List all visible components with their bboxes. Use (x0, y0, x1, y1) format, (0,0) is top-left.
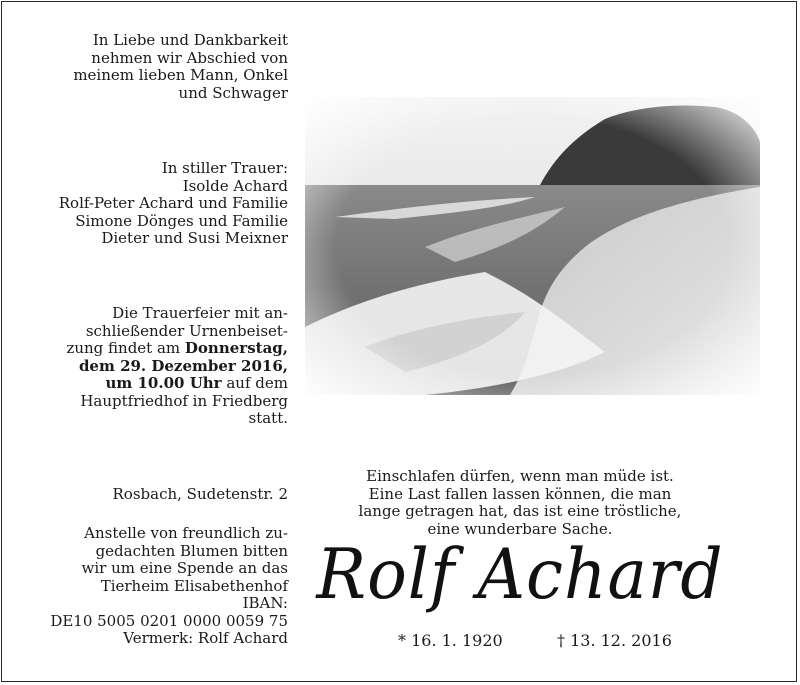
mourner-name: Dieter und Susi Meixner (101, 229, 288, 247)
deceased-name: Rolf Achard (316, 534, 724, 615)
poem: Einschlafen dürfen, wenn man müde ist. Eine Last fallen lassen können, die man lange getragen hat, das ist eine tröstliche, eine wunderbare Sache. (358, 467, 682, 538)
mourner-name: Rolf-Peter Achard und Familie (58, 194, 288, 212)
funeral-text-end: auf dem Hauptfriedhof in Friedberg statt. (80, 374, 288, 427)
beach-photo-image (305, 97, 760, 395)
mourning-heading: In stiller Trauer: (161, 159, 288, 177)
death-date: † 13. 12. 2016 (557, 631, 672, 650)
intro-text: In Liebe und Dankbarkeit nehmen wir Abschied von meinem lieben Mann, Onkel und Schwager (73, 31, 288, 102)
beach-photo (305, 97, 760, 395)
funeral-text-start: Die Trauerfeier mit an- schließender Urnenbeiset- zung findet am (66, 304, 288, 357)
birth-date: * 16. 1. 1920 (398, 631, 503, 650)
mourning-block (38, 160, 288, 248)
donation-request: Anstelle von freundlich zu- gedachten Blumen bitten wir um eine Spende an das Tierheim Elisabethenhof IBAN: DE10 5005 0201 0000 0059 75 Vermerk: Rolf Achard (50, 524, 288, 647)
funeral-info (38, 305, 288, 428)
mourner-name: Simone Dönges und Familie (75, 211, 288, 230)
mourner-name: Isolde Achard (182, 176, 288, 195)
funeral-date: Donnerstag, dem 29. Dezember 2016, um 10.00 Uhr (78, 339, 288, 392)
address: Rosbach, Sudetenstr. 2 (112, 485, 288, 503)
